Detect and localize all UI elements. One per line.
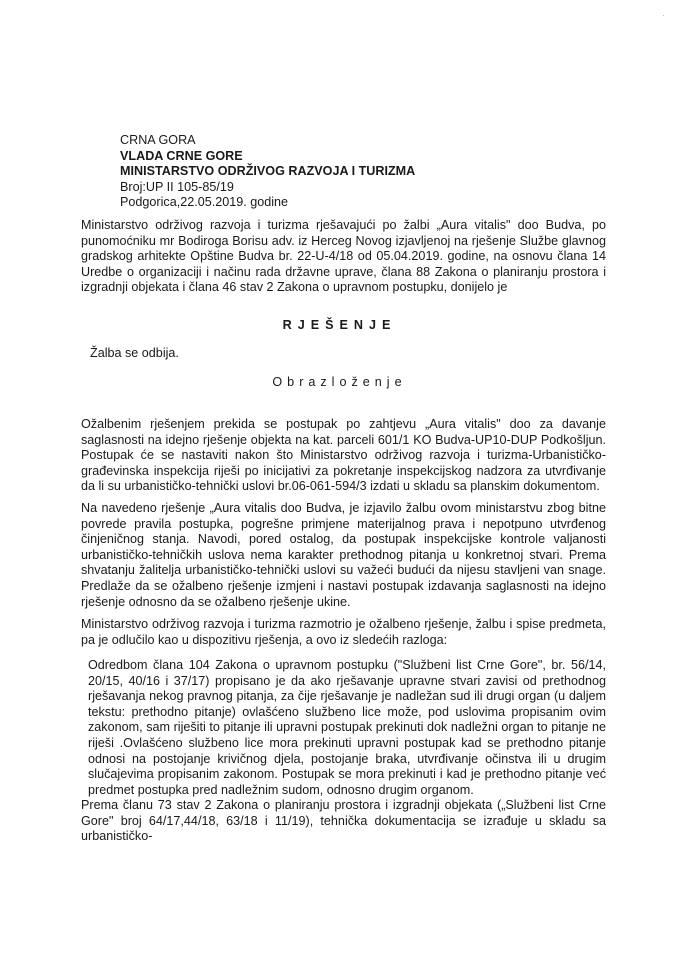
header-number: Broj:UP II 105-85/19: [120, 179, 234, 194]
reasoning-title: Obrazloženje: [272, 375, 407, 389]
verdict-text: Žalba se odbija.: [90, 346, 179, 360]
reasoning-paragraph-5: Prema članu 73 stav 2 Zakona o planiranju prostora i izgradnji objekata („Službeni list Crne Gore" broj 64/17,44/18, 63/18 i 11/19), tehnička dokumentacija se izrađuje u skladu sa urbanističko-: [81, 798, 606, 844]
reasoning-paragraph-2: Na navedeno rješenje „Aura vitalis doo Budva, je izjavilo žalbu ovom ministarstvu zbog bitne povrede pravila postupka, pogrešne primjene materijalnog prava i nepotpuno utvrđenog činjeničnog stanja. Navodi, pored ostalog, da postupak inspekcijske kontrole valjanosti urbanističko-tehničkih uslova nema karakter prethodnog pitanja u konkretnoj stvari. Prema shvatanju žalitelja urbanističko-tehnički uslovi su važeći budući da nijesu stavljeni van snage. Predlaže da se ožalbeno rješenje izmjeni i nastavi postupak izdavanja saglasnosti na idejno rješenje odnosno da se ožalbeno rješenje ukine.: [81, 501, 606, 609]
reasoning-paragraph-3: Ministarstvo održivog razvoja i turizma razmotrio je ožalbeno rješenje, žalbu i spise predmeta, pa je odlučilo kao u dispozitivu rješenja, a ovo iz sledećih razloga:: [81, 617, 606, 647]
document-header: [120, 133, 415, 211]
header-government: VLADA CRNE GORE: [120, 148, 243, 163]
reasoning-paragraph-1: Ožalbenim rješenjem prekida se postupak po zahtjevu „Aura vitalis" doo za davanje saglasnosti na idejno rješenje objekta na kat. parceli 601/1 KO Budva-UP10-DUP Podkošljun. Postupak će se nastaviti nakon što Ministarstvo održivog razvoja i turizma-Urbanističko-građevinska inspekcija riješi po inicijativi za pokretanje inspekcijskog nadzora za utvrđivanje da li su urbanističko-tehnički uslovi br.06-061-594/3 izdati u skladu sa planskim dokumentom.: [81, 417, 606, 494]
header-ministry: MINISTARSTVO ODRŽIVOG RAZVOJA I TURIZMA: [120, 164, 416, 179]
reasoning-paragraph-4: Odredbom člana 104 Zakona o upravnom postupku ("Službeni list Crne Gore", br. 56/14, 20/15, 40/16 i 37/17) propisano je da ako rješavanje upravne stvari zavisi od prethodnog rješavanja nekog pravnog pitanja, za čije rješavanje je nadležan sud ili drugi organ (u daljem tekstu: prethodno pitanje) ovlašćeno službeno lice može, pod uslovima propisanim ovim zakonom, sam riješiti to pitanje ili upravni postupak prekinuti dok nadležni organ to pitanje ne riješi .Ovlašćeno službeno lice mora prekinuti upravni postupak kad se prethodno pitanje odnosi na postojanje krivičnog djela, postojanje braka, utvrđivanje očinstva ili u drugim slučajevima propisanim zakonom. Postupak se mora prekinuti i kad je prethodno pitanje već predmet postupka pred nadležnim sudom, odnosno drugim organom.: [88, 658, 606, 797]
margin-mark: ·: [662, 11, 665, 20]
header-date: Podgorica,22.05.2019. godine: [120, 195, 289, 210]
intro-paragraph: Ministarstvo održivog razvoja i turizma rješavajući po žalbi „Aura vitalis" doo Budva, po punomoćniku mr Bodiroga Borisu adv. iz Herceg Novog izjavljenoj na rješenje Službe glavnog gradskog arhitekte Opštine Budva br. 22-U-4/18 od 05.04.2019. godine, na osnovu člana 14 Uredbe o organizaciji i načinu rada državne uprave, člana 88 Zakona o planiranju prostora i izgradnji objekata i člana 46 stav 2 Zakona o upravnom postupku, donijelo je: [81, 218, 606, 295]
header-country: CRNA GORA: [120, 133, 196, 147]
decision-title: RJEŠENJE: [282, 318, 397, 332]
